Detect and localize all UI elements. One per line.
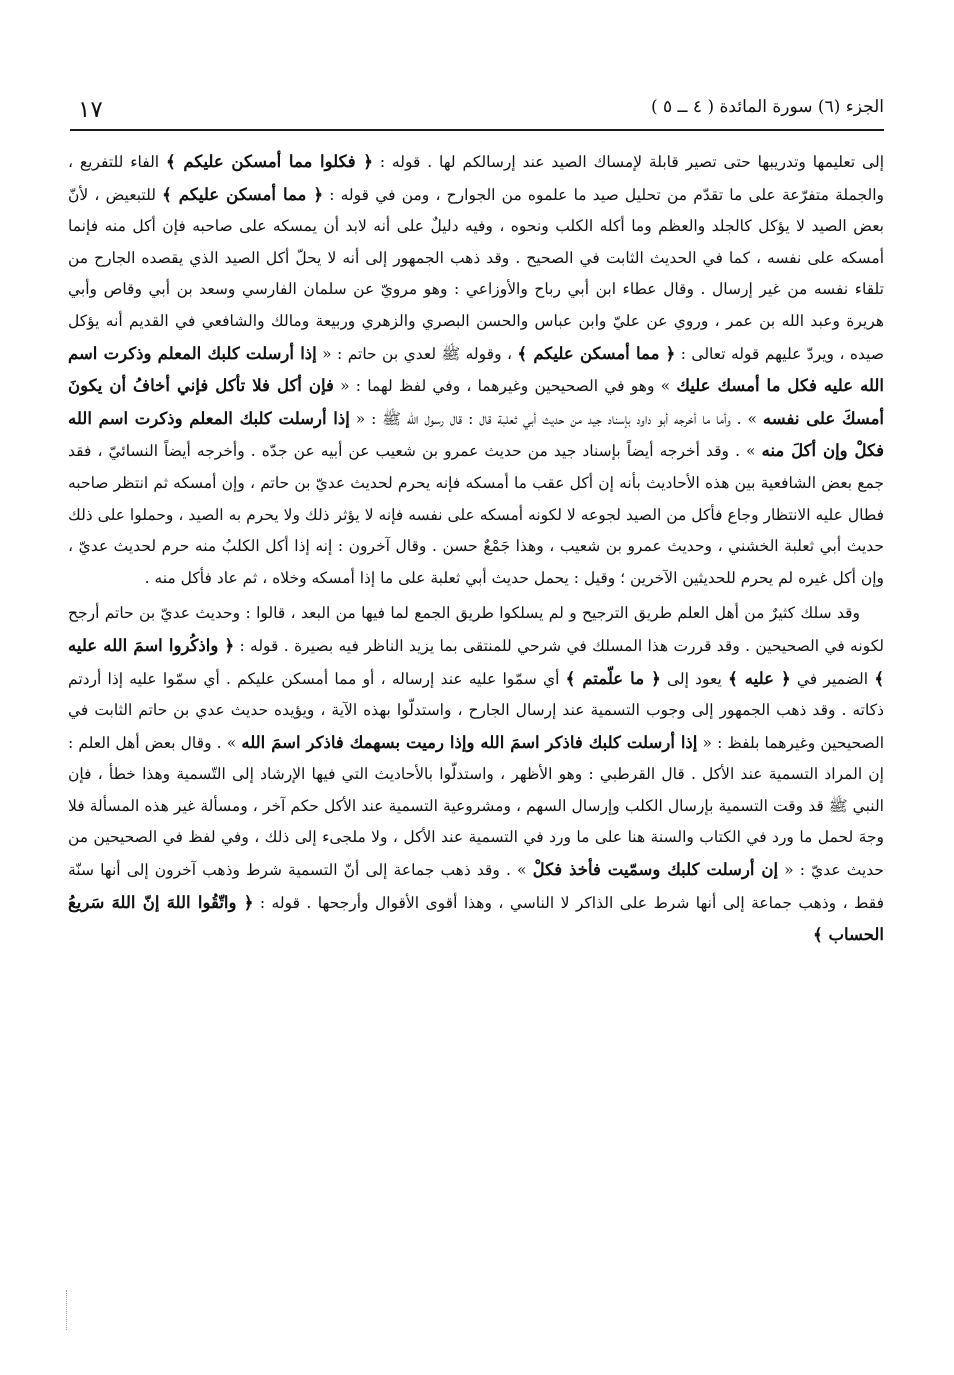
text-run: أي سمّوا عليه عند إرساله ، أو مما أمسكن عليكم . أي سمّوا عليه إذا أردتم ذكاته . وقد ذهب الجمهور إلى وجوب التسمية عند إرسال الجارح ، واستدلّوا بهذه الآية ، ويؤيده حديث عدي بن حاتم الثابت في الصحيحين وغيرهما بلفظ : «: [68, 669, 884, 752]
quoted-text: ﴿ واذكُروا اسمَ الله عليه ﴾: [68, 635, 884, 688]
quoted-text: ﴿ مما أمسكن عليكم ﴾: [162, 184, 324, 204]
quoted-text: ﴿ مما أمسكن عليكم ﴾: [517, 343, 676, 363]
text-run: » . وقال بعض أهل العلم : إن المراد التسمية عند الأكل . قال القرطبي : وهو الأظهر ، واستدلّوا بالأحاديث التي فيها الإرشاد إلى التّسمية وهذا خطأ ، فإن النبي ﷺ قد وقت التسمية بإرسال الكلب وإرسال السهم ، ومشروعية التسمية عند الأكل حكم آخر ، ومسألة غير هذه المسألة فلا وجهَ لحمل ما ورد في الكتاب والسنة هنا على ما ورد في التسمية عند الأكل ، ولا ملجىء إلى ذلك ، وفي لفظ في الصحيحين من حديث عديّ : «: [68, 733, 884, 880]
text-run: وقد سلك كثيرٌ من أهل العلم طريق الترجيح و لم يسلكوا طريق الجمع لما فيها من البعد ، قالوا : وحديث عديّ بن حاتم أرجح لكونه في الصحيحين . وقد قررت هذا المسلك في شرحي للمنتقى بما يزيد الناظر فيه بصيرة . قوله :: [68, 604, 884, 655]
text-run: يعود إلى: [660, 669, 729, 688]
text-run: الفاء للتفريع ، والجملة متفرّعة على ما تقدّم من تحليل صيد ما علموه من الجوارح ، ومن في قوله :: [68, 153, 885, 204]
running-title: الجزء (٦) سورة المائدة ( ٤ ــ ٥ ): [650, 97, 884, 117]
quoted-text: فإن أكل فلا تأكل فإني أخافُ أن يكونَ أمسكَ على نفسه: [68, 376, 884, 428]
quoted-text: ﴿ عليه ﴾: [728, 668, 791, 688]
quoted-text: إن أرسلت كلبك وسمّيت فأخذ فكلْ: [532, 860, 779, 880]
paragraph-1: [68, 146, 884, 594]
quoted-text: ﴿ فكلوا مما أمسكن عليكم ﴾: [166, 152, 373, 171]
body-text: [68, 146, 884, 952]
text-run: للتبعيض ، لأنّ بعض الصيد لا يؤكل كالجلد والعظم وما أكله الكلب ونحوه ، وفيه دليلٌ على أنه لابد أن يمسكه على صاحبه فإن أكل منه فإنما أمسكه على نفسه ، كما في الحديث الثابت في الصحيح . وقد ذهب الجمهور إلى أنه لا يحلّ أكل الصيد الذي يقصده الجارح من تلقاء نفسه من غير إرسال . وقال عطاء ابن أبي رباح والأوزاعي : وهو مرويّ عن سلمان الفارسي وسعد بن أبي وقاص وأبي هريرة وعبد الله بن عمر ، وروي عن عليّ وابن عباس والحسن البصري والزهري وربيعة ومالك والشافعي في القديم أنه يؤكل صيده ، ويردّ عليهم قوله تعالى :: [68, 185, 884, 363]
text-run: » وهو في الصحيحين وغيرهما ، وفي لفظ لهما : «: [333, 377, 677, 396]
quoted-text: إذا أرسلت كلبك المعلم وذكرت اسم الله فكلْ وإن أكلَ منه: [68, 408, 885, 461]
page-header: [70, 95, 884, 131]
text-run: الضمير في: [790, 669, 875, 688]
quoted-text: إذا أرسلت كلبك فاذكر اسمَ الله وإذا رميت بسهمك فاذكر اسمَ الله: [241, 732, 698, 752]
paragraph-2: [68, 598, 884, 952]
text-run: » . وأما ما أخرجه أبو داود بإسناد جيد من حديث أبي ثعلبة قال : قال رسول الله ﷺ : «: [349, 409, 763, 428]
quoted-text: ﴿ واتّقُوا اللهَ إنّ اللهَ سَريعُ الحساب ﴾: [68, 892, 884, 945]
text-run: » . وقد ذهب جماعة إلى أنّ التسمية شرط وذهب آخرون إلى أنها سنّة فقط ، وذهب جماعة إلى أنها شرط على الذاكر لا الناسي ، وهذا أقوى الأقوال وأرجحها . قوله :: [68, 861, 884, 912]
page-number: ١٧: [78, 97, 103, 123]
text-run: ، وقوله ﷺ لعدي بن حاتم : «: [316, 344, 518, 363]
quoted-text: إذا أرسلت كلبك المعلم وذكرت اسم الله عليه فكل ما أمسك عليك: [68, 343, 884, 396]
quoted-text: ﴿ ما علّمتم ﴾: [565, 668, 661, 688]
margin-dots: [66, 1290, 67, 1330]
text-run: » . وقد أخرجه أيضاً بإسناد جيد من حديث عمرو بن شعيب عن أبيه عن جدّه . وأخرجه أيضاً النسائيّ ، فقد جمع بعض الشافعية بين هذه الأحاديث بأنه إن أكل عقب ما أمسكه فإنه يحرم لحديث عديّ بن حاتم ، وإن أمسكه ثم انتظر صاحبه فطال عليه الانتظار وجاع فأكل من الصيد لجوعه لا لكونه أمسكه على نفسه فإنه لا يؤثر ذلك ولا يحرم به الصيد ، وحملوا على ذلك حديث أبي ثعلبة الخشني ، وحديث عمرو بن شعيب ، وهذا جَمْعٌ حسن . وقال آخرون : إنه إذا أكل الكلبُ منه حرم لحديث عديّ ، وإن أكل غيره لم يحرم للحديثين الآخرين ؛ وقيل : يحمل حديث أبي ثعلبة على ما إذا أمسكه وخلاه ، ثم عاد فأكل منه .: [68, 442, 884, 587]
text-run: إلى تعليمها وتدريبها حتى تصير قابلة لإمساك الصيد عند إرسالكم لها . قوله :: [372, 153, 884, 171]
